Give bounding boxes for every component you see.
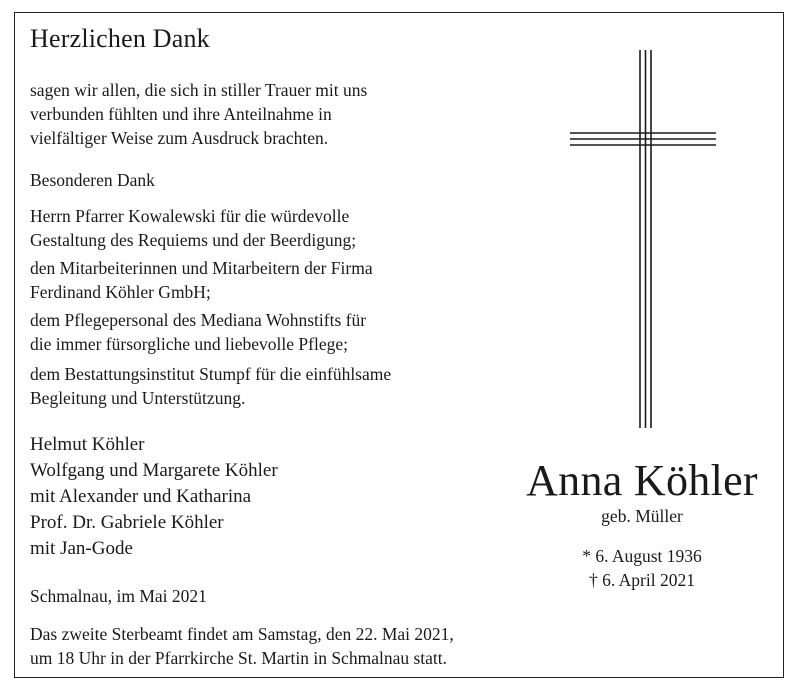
death-date: † 6. April 2021 bbox=[589, 570, 695, 590]
maiden-name: geb. Müller bbox=[601, 506, 683, 526]
thanks-item-funeral-home: dem Bestattungsinstitut Stumpf für die einfühlsame Begleitung und Unterstützung. bbox=[30, 364, 392, 408]
thanks-item-care-staff: dem Pflegepersonal des Mediana Wohnstifts für die immer fürsorgliche und liebevolle Pflege; bbox=[30, 310, 367, 354]
thanks-item-company: den Mitarbeiterinnen und Mitarbeitern der Firma Ferdinand Köhler GmbH; bbox=[30, 258, 373, 302]
thanks-item-pastor: Herrn Pfarrer Kowalewski für die würdevolle Gestaltung des Requiems und der Beerdigung; bbox=[30, 206, 357, 250]
deceased-name: Anna Köhler bbox=[526, 456, 758, 505]
cross-icon bbox=[570, 50, 720, 430]
birth-date: * 6. August 1936 bbox=[582, 546, 702, 566]
special-thanks-heading: Besonderen Dank bbox=[30, 170, 155, 190]
intro-text: sagen wir allen, die sich in stiller Trauer mit uns verbunden fühlten und ihre Anteilnahme in vielfältiger Weise zum Ausdruck brachten. bbox=[30, 80, 368, 148]
thanks-heading: Herzlichen Dank bbox=[30, 24, 210, 53]
life-dates bbox=[470, 544, 800, 592]
family-signatures: Helmut Köhler Wolfgang und Margarete Köhler mit Alexander und Katharina Prof. Dr. Gabriele Köhler mit Jan-Gode bbox=[30, 434, 278, 559]
memorial-service-notice: Das zweite Sterbeamt findet am Samstag, den 22. Mai 2021, um 18 Uhr in der Pfarrkirche St. Martin in Schmalnau statt. bbox=[30, 624, 454, 668]
place-date: Schmalnau, im Mai 2021 bbox=[30, 586, 207, 606]
